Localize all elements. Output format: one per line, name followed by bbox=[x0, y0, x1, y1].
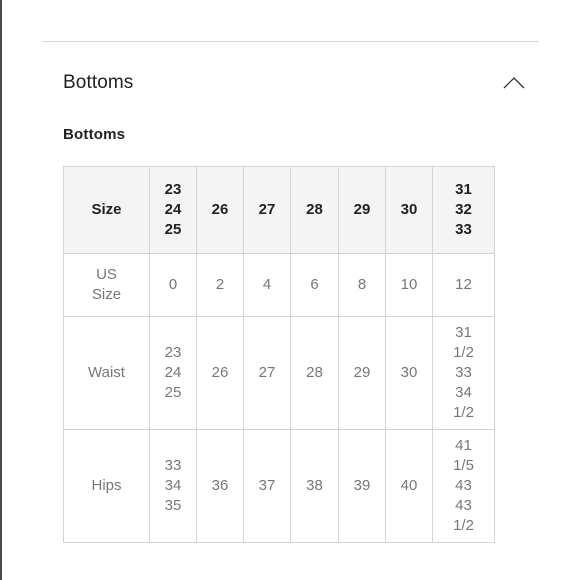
table-cell-line: 43 bbox=[455, 477, 472, 494]
table-cell: 39 bbox=[339, 430, 386, 543]
table-cell: 38 bbox=[291, 430, 339, 543]
header-cell: 28 bbox=[291, 167, 339, 254]
header-cell: 29 bbox=[339, 167, 386, 254]
row-label: Waist bbox=[64, 317, 150, 430]
header-cell-line: 25 bbox=[164, 221, 182, 238]
header-cell: 30 bbox=[386, 167, 433, 254]
table-cell-line: 41 bbox=[455, 437, 472, 454]
table-cell: 40 bbox=[386, 430, 433, 543]
row-label bbox=[64, 254, 150, 317]
table-cell-line: 34 bbox=[164, 477, 182, 494]
header-cell-line: 31 bbox=[455, 181, 472, 198]
table-row bbox=[64, 430, 495, 543]
row-label-line: US bbox=[96, 266, 117, 283]
table-cell-line: 31 bbox=[455, 324, 472, 341]
table-cell bbox=[433, 317, 495, 430]
section-title: Bottoms bbox=[63, 126, 126, 143]
table-cell-line: 1/2 bbox=[453, 404, 474, 421]
table-cell bbox=[433, 430, 495, 543]
table-header-row bbox=[64, 167, 495, 254]
left-border bbox=[0, 0, 2, 580]
table-cell-line: 24 bbox=[164, 364, 182, 381]
table-cell: 6 bbox=[291, 254, 339, 317]
table-cell: 28 bbox=[291, 317, 339, 430]
table-cell: 0 bbox=[150, 254, 197, 317]
header-cell: 27 bbox=[244, 167, 291, 254]
table-cell-line: 23 bbox=[164, 344, 182, 361]
table-cell: 26 bbox=[197, 317, 244, 430]
table-row bbox=[64, 317, 495, 430]
size-chart-table bbox=[63, 166, 495, 543]
table-cell-line: 34 bbox=[455, 384, 472, 401]
header-cell: Size bbox=[64, 167, 150, 254]
accordion-title: Bottoms bbox=[63, 72, 134, 93]
table-cell-line: 25 bbox=[164, 384, 182, 401]
header-cell-line: 23 bbox=[164, 181, 182, 198]
table-cell: 10 bbox=[386, 254, 433, 317]
table-cell bbox=[150, 317, 197, 430]
table-cell: 27 bbox=[244, 317, 291, 430]
header-cell bbox=[433, 167, 495, 254]
table-cell-line: 1/2 bbox=[453, 517, 474, 534]
header-cell bbox=[150, 167, 197, 254]
header-cell-line: 24 bbox=[164, 201, 182, 218]
table-cell: 29 bbox=[339, 317, 386, 430]
table-cell-line: 43 bbox=[455, 497, 472, 514]
table-cell-line: 1/5 bbox=[453, 457, 474, 474]
table-cell-line: 35 bbox=[164, 497, 182, 514]
table-cell: 36 bbox=[197, 430, 244, 543]
row-label: Hips bbox=[64, 430, 150, 543]
table-cell: 30 bbox=[386, 317, 433, 430]
row-label-line: Size bbox=[91, 286, 122, 303]
table-cell-line: 1/2 bbox=[453, 344, 474, 361]
table-cell-line: 33 bbox=[455, 364, 472, 381]
table-cell: 2 bbox=[197, 254, 244, 317]
table-cell: 12 bbox=[433, 254, 495, 317]
table-cell: 37 bbox=[244, 430, 291, 543]
chevron-up-icon[interactable] bbox=[503, 76, 525, 90]
top-divider bbox=[42, 41, 539, 42]
table-cell: 8 bbox=[339, 254, 386, 317]
table-cell-line: 33 bbox=[164, 457, 182, 474]
accordion-header-bottoms[interactable] bbox=[63, 70, 525, 100]
header-cell: 26 bbox=[197, 167, 244, 254]
header-cell-line: 32 bbox=[455, 201, 472, 218]
header-cell-line: 33 bbox=[455, 221, 472, 238]
table-row bbox=[64, 254, 495, 317]
table-cell: 4 bbox=[244, 254, 291, 317]
table-cell bbox=[150, 430, 197, 543]
